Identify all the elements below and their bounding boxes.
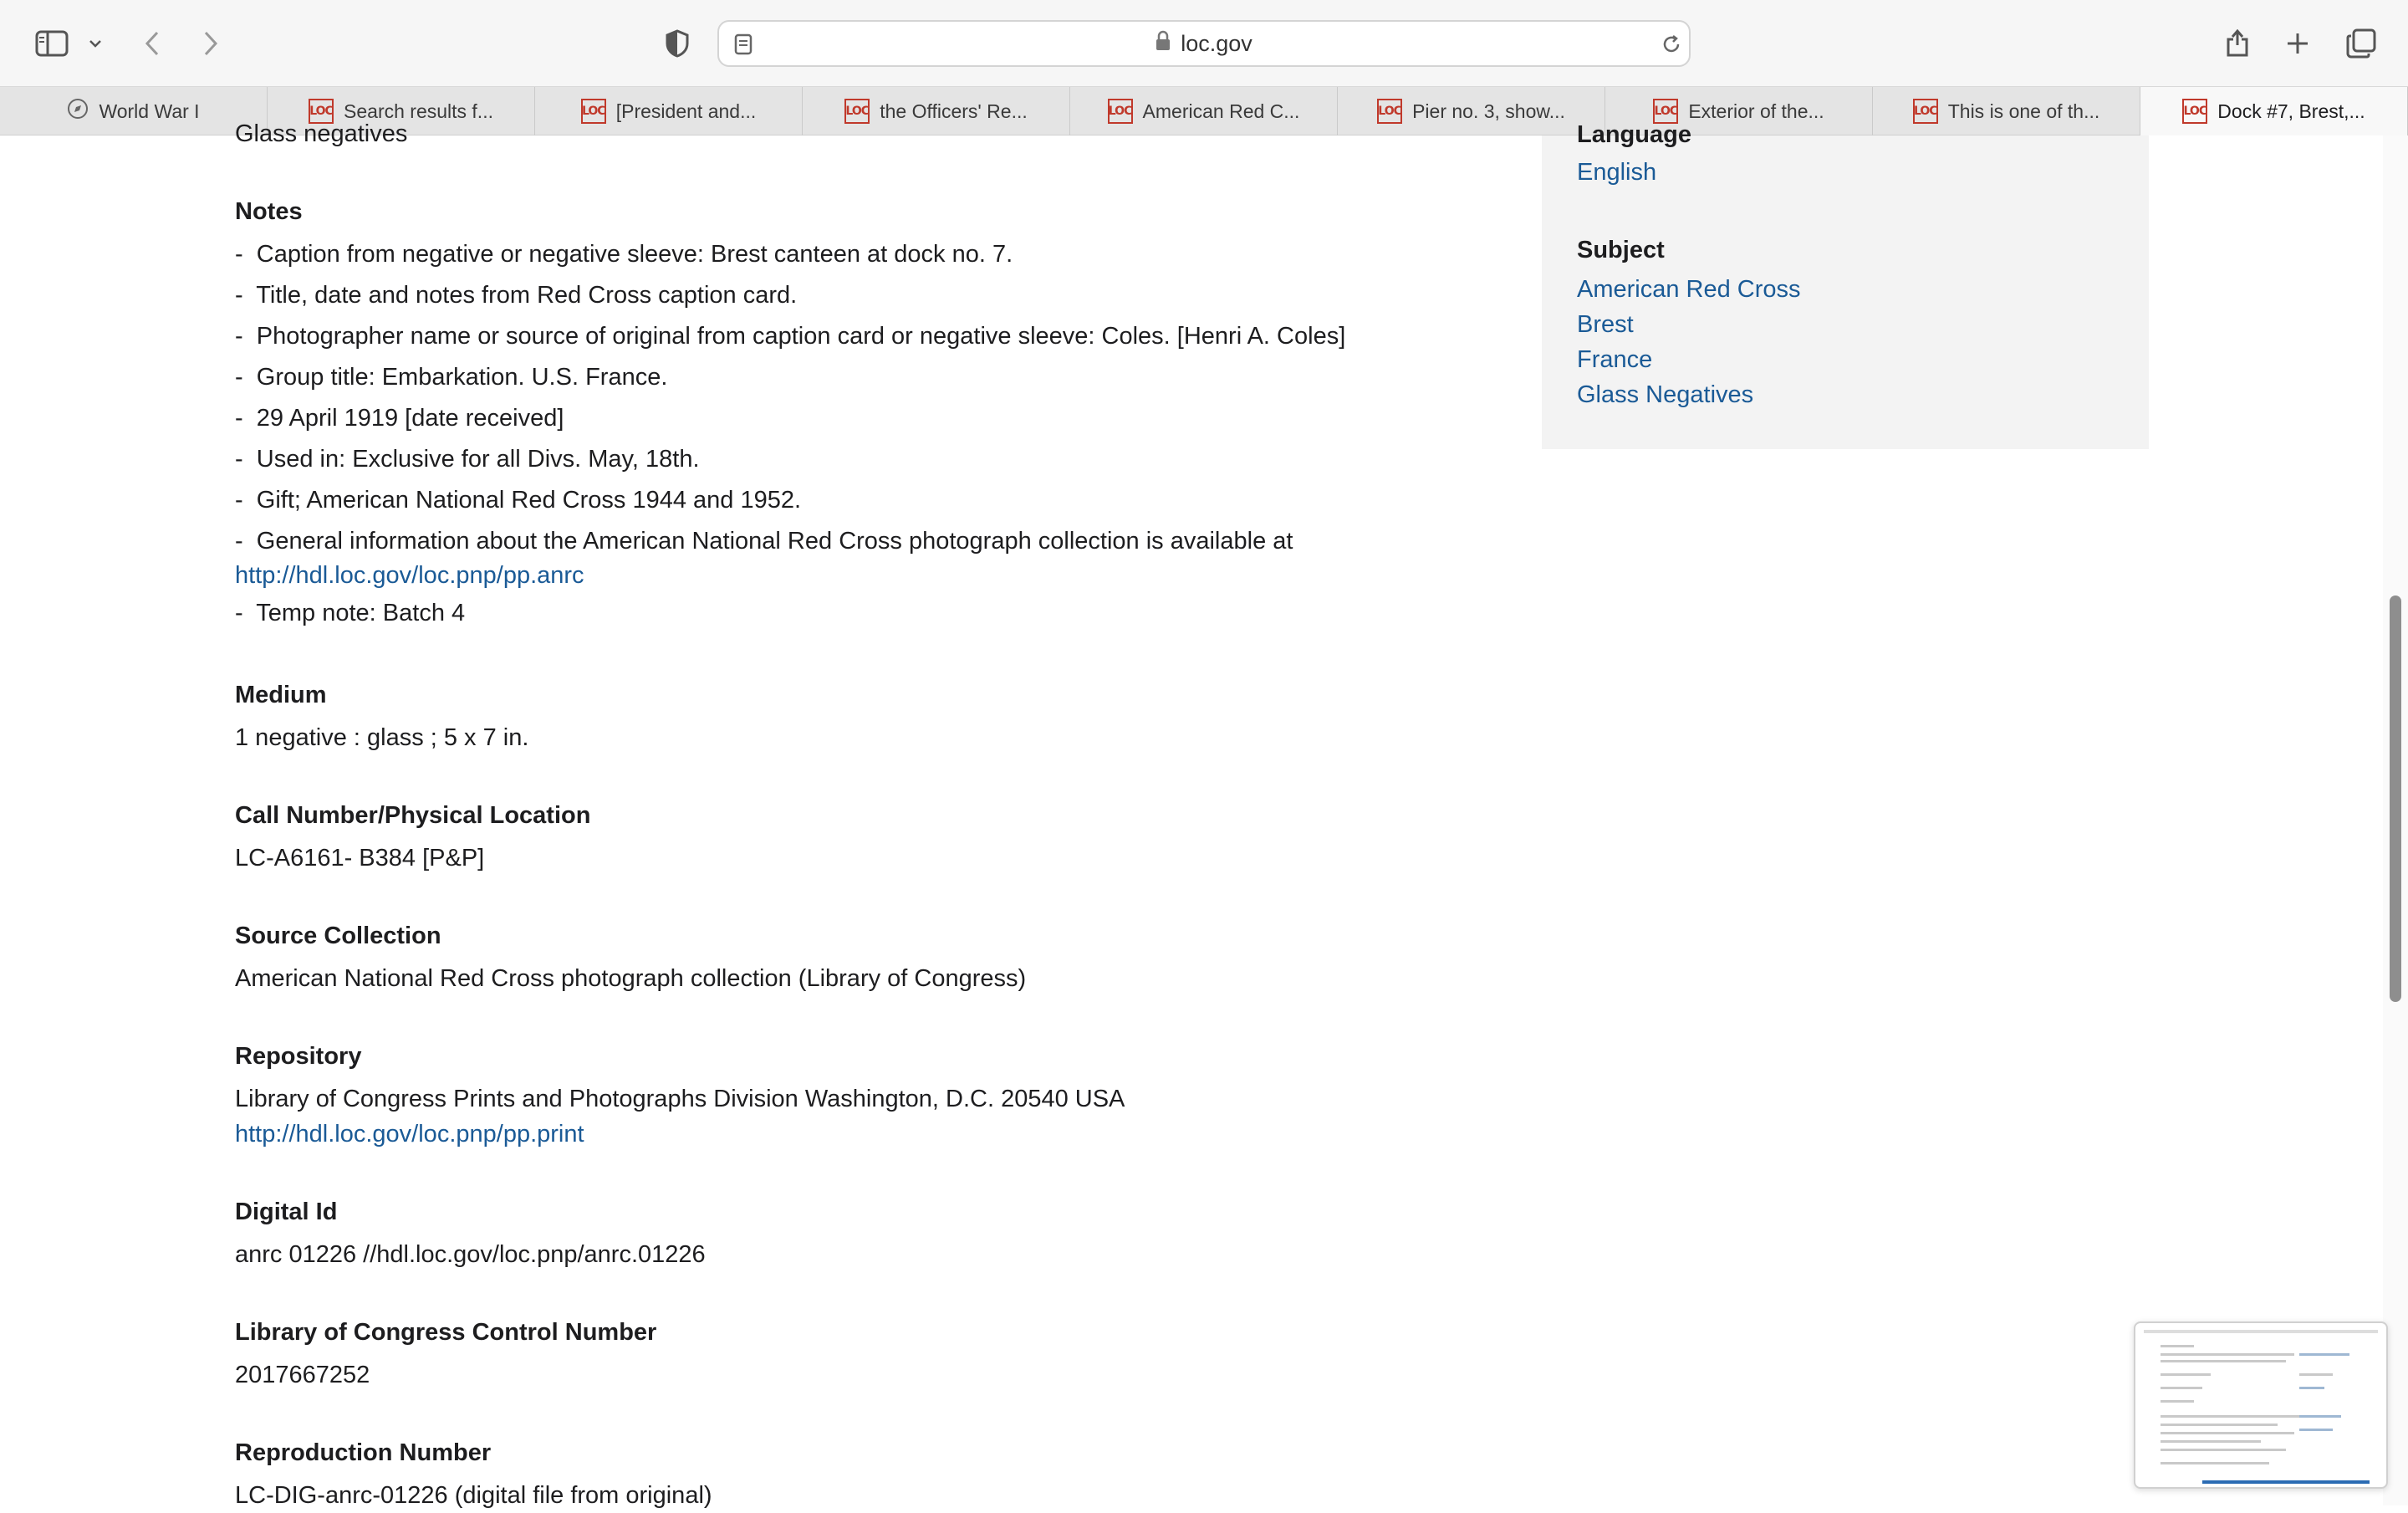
tab-dock-7-brest[interactable]: LOC Dock #7, Brest,...	[2140, 87, 2408, 135]
loc-icon: LOC	[1377, 99, 1402, 124]
repository-value: Library of Congress Prints and Photographs Division Washington, D.C. 20540 USA	[235, 1086, 1125, 1112]
loc-icon: LOC	[844, 99, 870, 124]
note-item: - Gift; American National Red Cross 1944 and 1952.	[235, 487, 802, 514]
digital-id-value: anrc 01226 //hdl.loc.gov/loc.pnp/anrc.01226	[235, 1241, 706, 1268]
tab-officers-re[interactable]: LOC the Officers' Re...	[803, 87, 1070, 135]
reproduction-number-value: LC-DIG-anrc-01226 (digital file from original)	[235, 1482, 712, 1509]
digital-id-heading: Digital Id	[235, 1199, 338, 1225]
tab-search-results[interactable]: LOC Search results f...	[268, 87, 535, 135]
reproduction-number-heading: Reproduction Number	[235, 1439, 492, 1466]
address-bar[interactable]	[717, 20, 1691, 67]
url-text: loc.gov	[1181, 30, 1252, 56]
note-item: - Title, date and notes from Red Cross caption card.	[235, 282, 798, 309]
thumbnail-line	[2299, 1415, 2341, 1418]
call-number-value: LC-A6161- B384 [P&P]	[235, 845, 485, 872]
repository-heading: Repository	[235, 1043, 362, 1070]
page-content	[0, 120, 2383, 1509]
chevron-down-icon[interactable]	[85, 32, 105, 55]
format-value: Glass negatives	[235, 120, 408, 147]
tab-this-is-one[interactable]: LOC This is one of th...	[1873, 87, 2140, 135]
privacy-shield-icon[interactable]	[661, 27, 694, 60]
forward-arrow-icon[interactable]	[197, 27, 224, 60]
scrollbar-thumb[interactable]	[2390, 595, 2401, 1002]
sidebar-toggle-icon[interactable]	[32, 25, 72, 62]
source-collection-heading: Source Collection	[235, 923, 441, 949]
anrc-collection-link[interactable]: http://hdl.loc.gov/loc.pnp/pp.anrc	[235, 562, 584, 589]
subject-link[interactable]: Brest	[1577, 311, 1634, 338]
tab-american-red-c[interactable]: LOC American Red C...	[1070, 87, 1338, 135]
loc-icon: LOC	[581, 99, 606, 124]
thumbnail-line	[2299, 1353, 2349, 1356]
tab-world-war-i[interactable]: World War I	[0, 87, 268, 135]
compass-icon	[67, 98, 89, 125]
address-display	[719, 22, 1689, 65]
call-number-heading: Call Number/Physical Location	[235, 802, 591, 829]
thumbnail-line	[2161, 1387, 2202, 1389]
tab-president-and[interactable]: LOC [President and...	[535, 87, 803, 135]
thumbnail-line	[2299, 1429, 2333, 1431]
note-item: - General information about the American National Red Cross photograph collection is available at http://hdl.loc.gov/loc.pnp/pp.anrc	[235, 528, 1293, 589]
repository-link[interactable]: http://hdl.loc.gov/loc.pnp/pp.print	[235, 1121, 584, 1148]
thumbnail-line	[2299, 1387, 2324, 1389]
loc-icon: LOC	[1108, 99, 1133, 124]
thumbnail-line	[2161, 1360, 2286, 1362]
subject-link[interactable]: France	[1577, 346, 1653, 373]
thumbnail-line	[2161, 1449, 2286, 1451]
subject-heading: Subject	[1577, 237, 1665, 263]
note-item: - Temp note: Batch 4	[235, 600, 466, 626]
record-sidebar	[1542, 121, 2149, 449]
thumbnail-line	[2161, 1432, 2294, 1434]
thumbnail-line	[2161, 1353, 2294, 1356]
note-item: - 29 April 1919 [date received]	[235, 405, 564, 432]
note-item: - Caption from negative or negative sleeve: Brest canteen at dock no. 7.	[235, 241, 1013, 268]
thumbnail-line	[2161, 1345, 2194, 1347]
language-link[interactable]: English	[1577, 159, 1657, 186]
thumbnail-line	[2161, 1424, 2278, 1426]
page-thumbnail[interactable]	[2134, 1321, 2388, 1489]
subject-link[interactable]: Glass Negatives	[1577, 381, 1754, 408]
notes-heading: Notes	[235, 198, 303, 225]
source-collection-value: American National Red Cross photograph collection (Library of Congress)	[235, 965, 1027, 992]
thumbnail-line	[2161, 1373, 2211, 1376]
reload-icon[interactable]	[1659, 32, 1684, 57]
note-item: - Group title: Embarkation. U.S. France.	[235, 364, 668, 391]
tab-exterior-of-the[interactable]: LOC Exterior of the...	[1605, 87, 1873, 135]
page-scrollbar[interactable]	[2383, 135, 2408, 1505]
browser-toolbar	[0, 0, 2408, 87]
note-item: - Photographer name or source of original from caption card or negative sleeve: Coles. [Henri A. Coles]	[235, 323, 1346, 350]
new-tab-icon[interactable]	[2281, 27, 2314, 60]
lccn-value: 2017667252	[235, 1362, 370, 1388]
share-icon[interactable]	[2221, 23, 2254, 60]
subject-link[interactable]: American Red Cross	[1577, 276, 1801, 303]
language-heading: Language	[1577, 121, 1691, 148]
loc-icon: LOC	[2182, 99, 2207, 124]
thumbnail-line	[2144, 1330, 2378, 1333]
loc-icon: LOC	[1913, 99, 1938, 124]
notes-list	[235, 234, 1539, 634]
lock-icon	[1156, 31, 1171, 57]
lccn-heading: Library of Congress Control Number	[235, 1319, 657, 1346]
loc-icon: LOC	[309, 99, 334, 124]
thumbnail-line	[2161, 1440, 2261, 1443]
tab-pier-no-3[interactable]: LOC Pier no. 3, show...	[1338, 87, 1605, 135]
tab-overview-icon[interactable]	[2343, 25, 2380, 62]
medium-value: 1 negative : glass ; 5 x 7 in.	[235, 724, 529, 751]
thumbnail-line	[2299, 1373, 2333, 1376]
loc-icon: LOC	[1653, 99, 1678, 124]
thumbnail-line	[2161, 1462, 2269, 1464]
back-arrow-icon[interactable]	[139, 27, 166, 60]
thumbnail-line	[2161, 1415, 2303, 1418]
thumbnail-viewport	[2202, 1480, 2370, 1484]
medium-heading: Medium	[235, 682, 327, 708]
note-item: - Used in: Exclusive for all Divs. May, 18th.	[235, 446, 700, 473]
thumbnail-line	[2161, 1400, 2194, 1403]
